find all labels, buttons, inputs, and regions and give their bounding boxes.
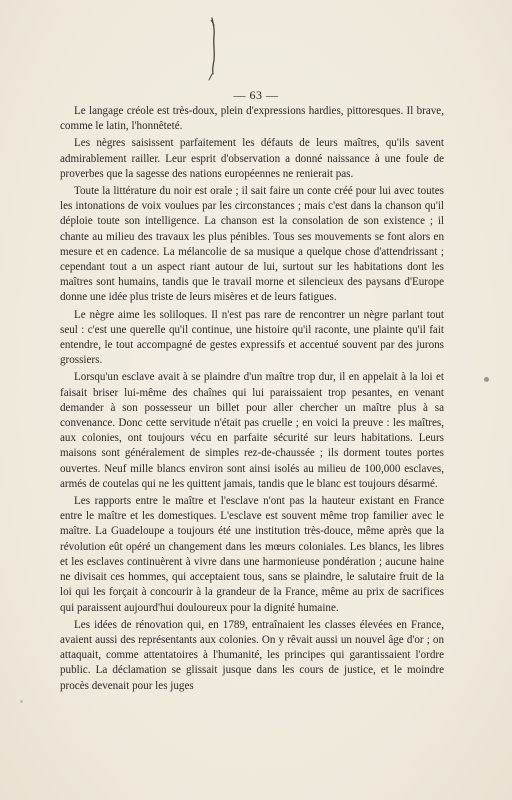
paragraph: Les idées de rénovation qui, en 1789, entraînaient les classes élevées en France, avaient aussi des représentants aux colonies. On y rêvait aussi un nouvel âge d'or ; on attaquait, comme attentatoires à l'humanité, les principes qui garantissaient l'ordre public. La déclamation se glissait jusque dans les cours de justice, et le moindre procès devenait pour les juges: [60, 618, 444, 692]
paragraph: Le langage créole est très-doux, plein d'expressions hardies, pittoresques. Il brave, comme le latin, l'honnêteté.: [60, 105, 444, 133]
paragraph: Les rapports entre le maître et l'esclave n'ont pas la hauteur existant en France entre le maître et les domestiques. L'esclave est souvent même trop familier avec le maître. La Guadeloupe a toujours été une institution très-douce, même après que la révolution eût opéré un changement dans les mœurs coloniales. Les blancs, les libres et les esclaves continuèrent à vivre dans une harmonieuse pondération ; aucune haine ne divisait ces hommes, qui acceptaient tous, sans se plaindre, le salutaire fruit de la loi qui les forçait à concourir à la grandeur de la France, même au prix de sacrifices qui paraissent aujourd'hui douloureux pour la dignité humaine.: [60, 495, 444, 614]
body-text: [60, 104, 444, 694]
paper-spot: [20, 700, 23, 703]
paper-spot: [484, 377, 489, 382]
paragraph: Les nègres saisissent parfaitement les défauts de leurs maîtres, qu'ils savent admirablement railler. Leur esprit d'observation a donné naissance à une foule de proverbes que la sagesse des nations européennes ne renierait pas.: [60, 137, 444, 180]
handwritten-ink-mark: [206, 14, 220, 84]
page-number: — 63 —: [233, 88, 279, 102]
paragraph: Toute la littérature du noir est orale ; il sait faire un conte créé pour lui avec toutes les intonations de voix voulues par les circonstances ; mais c'est dans la chanson qu'il déploie toute son intelligence. La chanson est la consolation de son existence ; il chante au milieu des travaux les plus pénibles. Tous ses mouvements se font alors en mesure et en cadence. La mélancolie de sa musique a quelque chose d'attendrissant ; cependant tout a un aspect riant autour de lui, surtout sur les habitations dont les maîtres sont humains, tandis que le travail morne et silencieux des paysans d'Europe donne une idée plus triste de leurs misères et de leurs fatigues.: [60, 185, 444, 304]
paragraph: Lorsqu'un esclave avait à se plaindre d'un maître trop dur, il en appelait à la loi et faisait briser lui-même des chaînes qui lui paraissaient trop pesantes, en venant demander à son possesseur un billet pour aller chercher un maître plus à sa convenance. Donc cette servitude n'était pas cruelle ; en voici la preuve : les maîtres, aux colonies, ont toujours vécu en parfaite sécurité sur leurs habitations. Leurs maisons sont généralement de simples rez-de-chaussée ; ils dorment toutes portes ouvertes. Neuf mille blancs environ sont ainsi isolés au milieu de 100,000 esclaves, armés de coutelas qui ne les quittent jamais, tandis que le blanc est toujours désarmé.: [60, 371, 444, 490]
paragraph: Le nègre aime les soliloques. Il n'est pas rare de rencontrer un nègre parlant tout seul : c'est une querelle qu'il continue, une histoire qu'il raconte, une plainte qu'il fait entendre, le tout accompagné de gestes expressifs et accentué souvent par des jurons grossiers.: [60, 308, 444, 367]
